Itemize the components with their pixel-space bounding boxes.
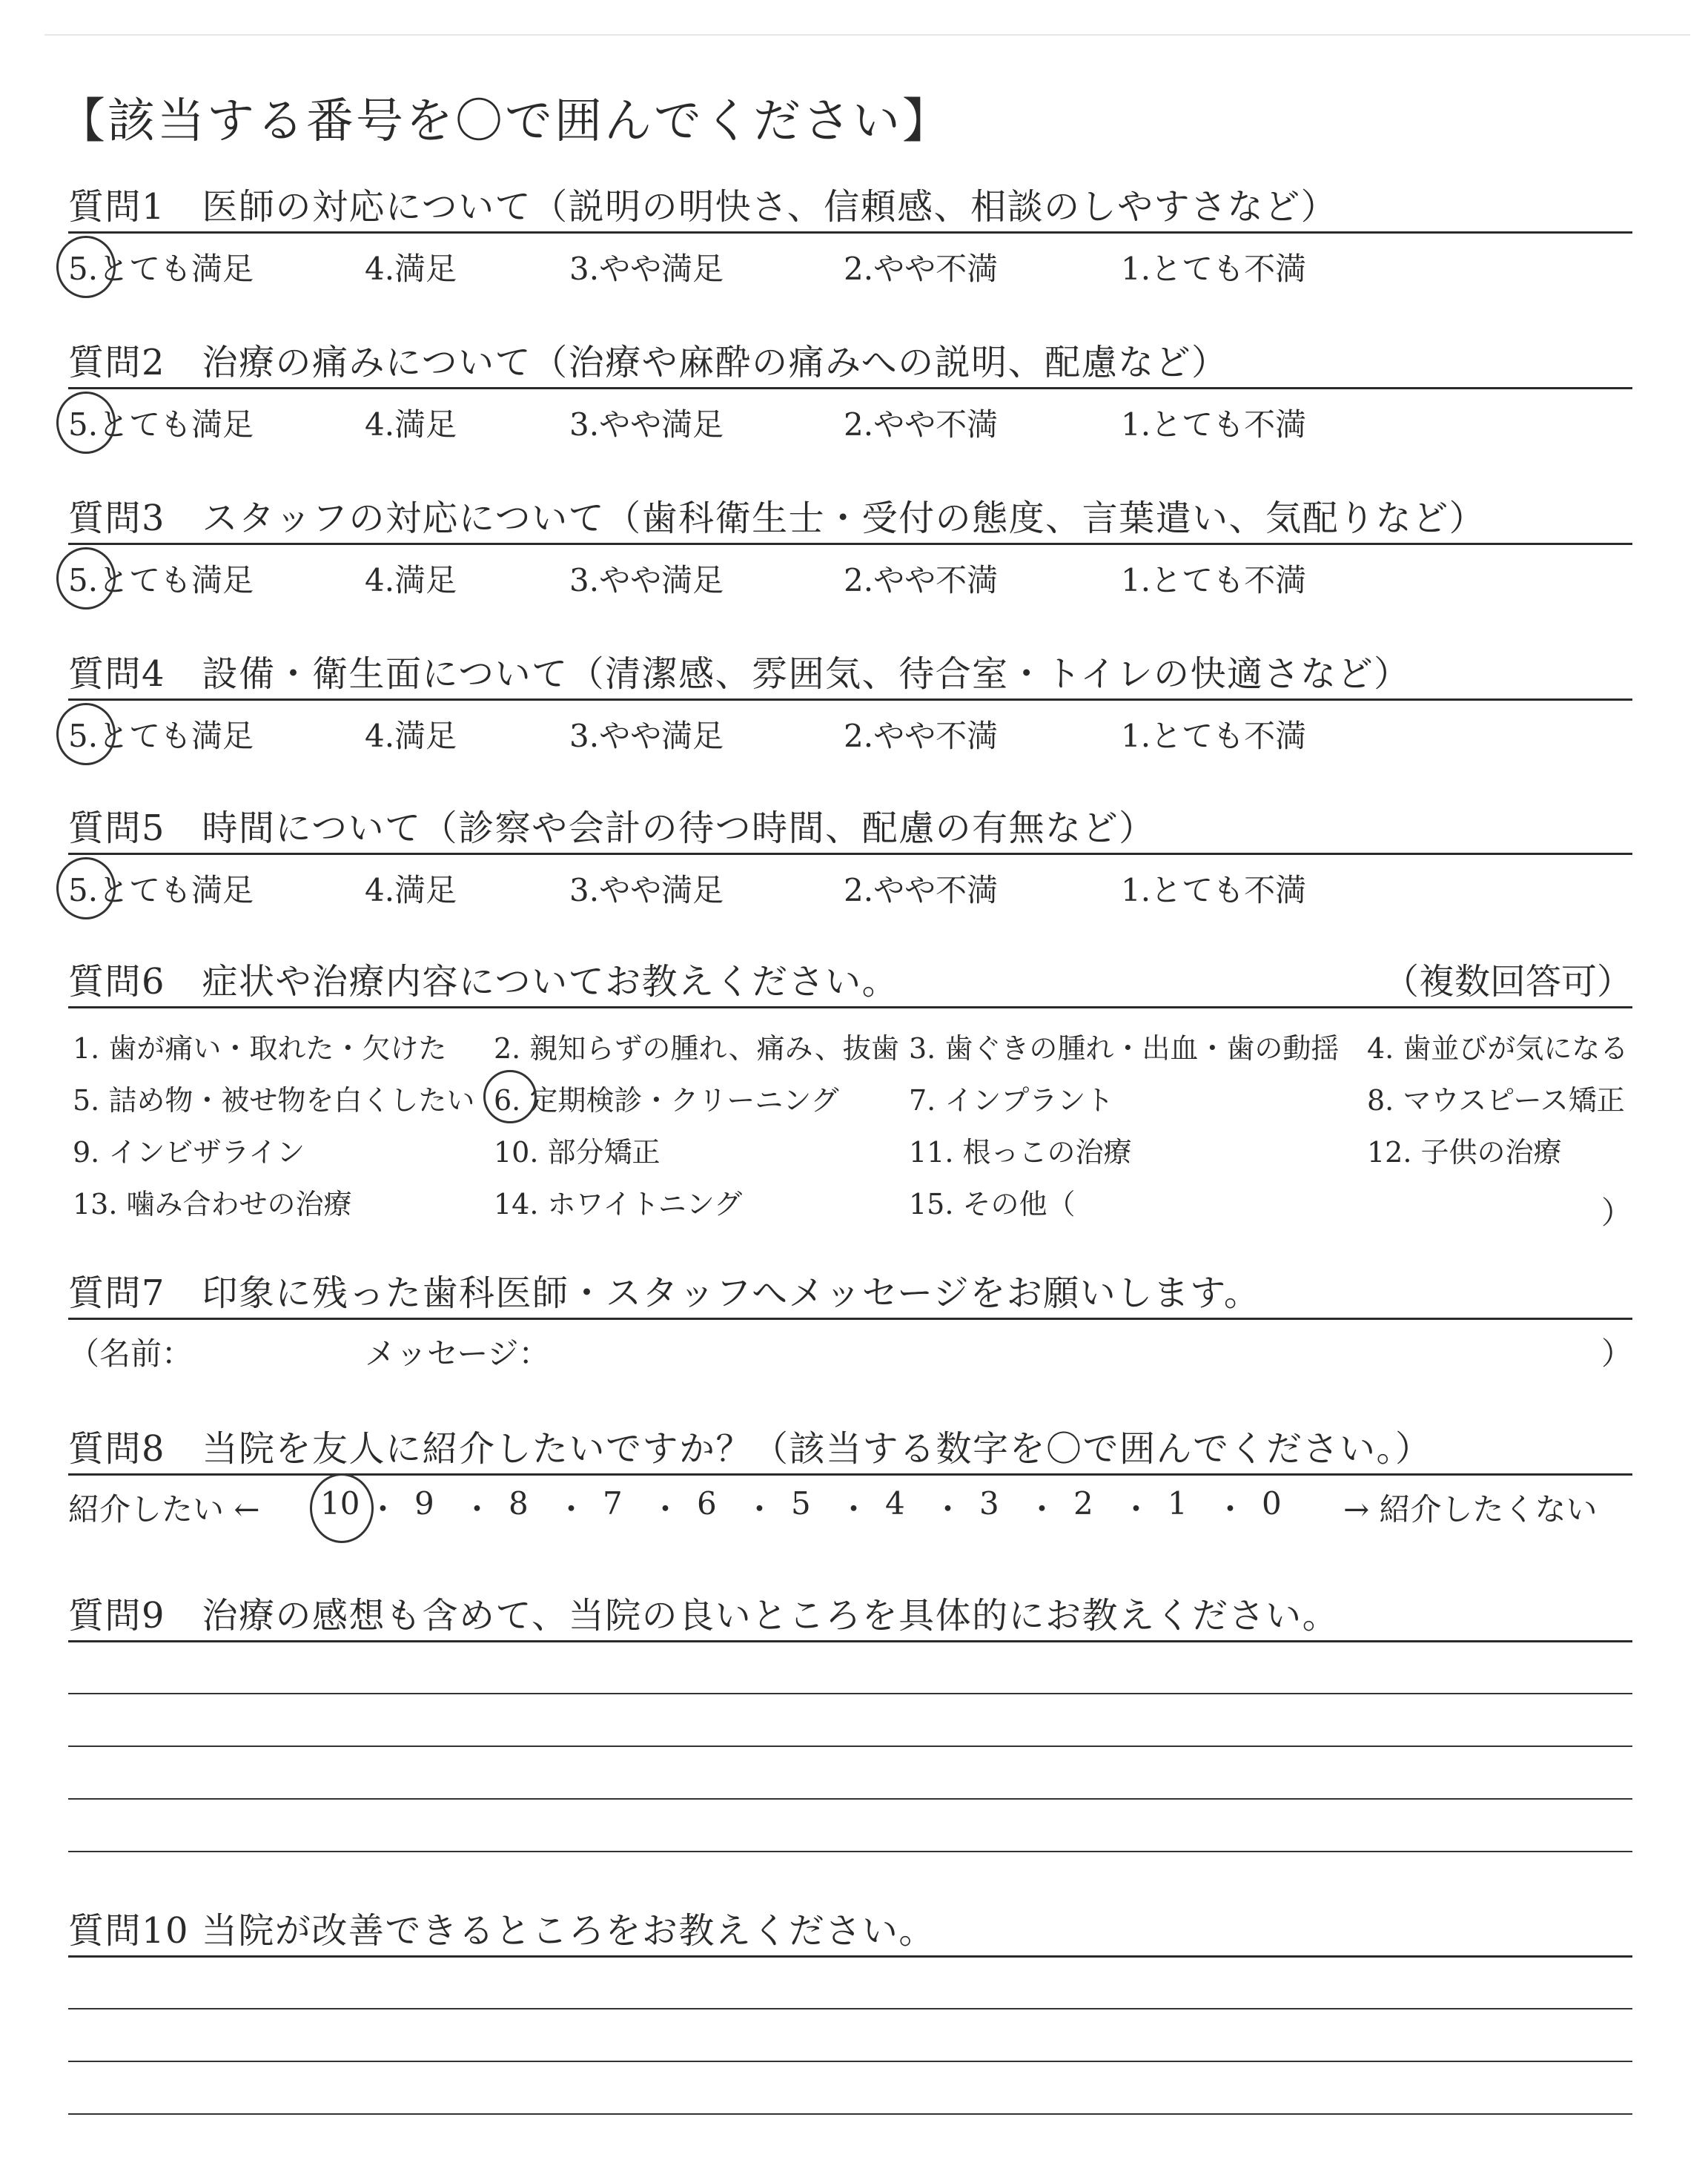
question-1 bbox=[68, 178, 1632, 334]
rating-option-number: 2. bbox=[844, 406, 874, 443]
rating-option[interactable] bbox=[1121, 245, 1306, 289]
rating-option-label: 満足 bbox=[394, 251, 457, 287]
scale-separator: ・ bbox=[1120, 1491, 1152, 1527]
top-border bbox=[44, 34, 1690, 36]
scale-separator: ・ bbox=[932, 1491, 964, 1527]
question-2 bbox=[68, 334, 1632, 489]
scale-number[interactable]: 9 bbox=[414, 1485, 434, 1522]
question-10 bbox=[68, 1902, 1632, 1961]
question-9-title: 質問9 治療の感想も含めて、当院の良いところを具体的にお教えください。 bbox=[68, 1595, 1340, 1636]
rating-option-number: 3. bbox=[569, 872, 600, 908]
question-2-rule bbox=[68, 387, 1632, 389]
selected-answer-circle bbox=[56, 392, 116, 454]
rating-option-label: とても満足 bbox=[98, 251, 254, 287]
rating-option-label: やや満足 bbox=[599, 872, 724, 908]
scale-number[interactable]: 0 bbox=[1262, 1485, 1282, 1522]
rating-option[interactable] bbox=[844, 866, 998, 911]
rating-option-number: 3. bbox=[569, 718, 600, 754]
symptom-option[interactable]: 12. 子供の治療 bbox=[1367, 1136, 1562, 1169]
question-7 bbox=[68, 1264, 1632, 1375]
question-8-rule bbox=[68, 1473, 1632, 1476]
question-2-title: 質問2 治療の痛みについて（治療や麻酔の痛みへの説明、配慮など） bbox=[68, 342, 1228, 383]
question-3 bbox=[68, 489, 1632, 645]
rating-option-number: 3. bbox=[569, 406, 600, 443]
symptom-option[interactable]: 10. 部分矯正 bbox=[494, 1136, 661, 1169]
scale-number[interactable]: 4 bbox=[885, 1485, 905, 1522]
symptom-option[interactable]: 11. 根っこの治療 bbox=[909, 1136, 1132, 1169]
rating-option[interactable] bbox=[1121, 866, 1306, 911]
rating-option-label: 満足 bbox=[394, 562, 457, 598]
rating-option-number: 2. bbox=[844, 562, 874, 598]
rating-option-label: やや満足 bbox=[599, 406, 724, 443]
scale-number[interactable]: 2 bbox=[1073, 1485, 1093, 1522]
answer-line[interactable] bbox=[68, 2113, 1632, 2115]
recommend-right-label: → 紹介したくない bbox=[1343, 1491, 1598, 1527]
scale-separator: ・ bbox=[744, 1491, 775, 1527]
rating-option-number: 5. bbox=[68, 251, 99, 287]
rating-option[interactable] bbox=[1121, 712, 1306, 756]
rating-option-number: 4. bbox=[365, 872, 395, 908]
rating-option-number: 4. bbox=[365, 718, 395, 754]
symptom-option[interactable]: 7. インプラント bbox=[909, 1084, 1114, 1117]
rating-option-number: 5. bbox=[68, 406, 99, 443]
scale-separator: ・ bbox=[461, 1491, 493, 1527]
rating-option-label: やや不満 bbox=[873, 872, 999, 908]
rating-option-label: とても満足 bbox=[98, 718, 254, 754]
rating-option-label: やや不満 bbox=[873, 406, 999, 443]
question-1-rule bbox=[68, 231, 1632, 234]
question-10-rule bbox=[68, 1955, 1632, 1958]
question-5 bbox=[68, 799, 1632, 955]
symptom-option[interactable]: 9. インビザライン bbox=[73, 1136, 305, 1169]
rating-option[interactable] bbox=[365, 712, 457, 756]
answer-line[interactable] bbox=[68, 2061, 1632, 2062]
question-1-title: 質問1 医師の対応について（説明の明快さ、信頼感、相談のしやすさなど） bbox=[68, 186, 1338, 228]
question-6 bbox=[68, 953, 1632, 1249]
rating-option-number: 2. bbox=[844, 251, 874, 287]
symptom-option[interactable]: 13. 噛み合わせの治療 bbox=[73, 1188, 352, 1221]
symptom-option[interactable]: 6. 定期検診・クリーニング bbox=[494, 1084, 839, 1117]
rating-option-label: とても不満 bbox=[1151, 251, 1307, 287]
rating-option-label: やや満足 bbox=[599, 718, 724, 754]
selected-answer-circle bbox=[56, 857, 116, 919]
rating-option-number: 1. bbox=[1121, 251, 1151, 287]
answer-line[interactable] bbox=[68, 1798, 1632, 1800]
question-3-title: 質問3 スタッフの対応について（歯科衛生士・受付の態度、言葉遣い、気配りなど） bbox=[68, 498, 1486, 539]
name-field-label[interactable]: （名前： bbox=[68, 1335, 193, 1372]
rating-option[interactable] bbox=[365, 556, 457, 601]
rating-option[interactable] bbox=[569, 245, 724, 289]
scale-number[interactable]: 10 bbox=[320, 1485, 360, 1522]
rating-option-label: やや満足 bbox=[599, 562, 724, 598]
symptom-option[interactable]: 3. 歯ぐきの腫れ・出血・歯の動揺 bbox=[909, 1032, 1340, 1065]
answer-line[interactable] bbox=[68, 1851, 1632, 1852]
rating-option[interactable] bbox=[365, 866, 457, 911]
rating-option[interactable] bbox=[1121, 400, 1306, 445]
scale-number[interactable]: 7 bbox=[603, 1485, 623, 1522]
scale-number[interactable]: 3 bbox=[979, 1485, 999, 1522]
rating-option-number: 4. bbox=[365, 562, 395, 598]
rating-option-number: 2. bbox=[844, 718, 874, 754]
message-field-label[interactable]: メッセージ： bbox=[365, 1335, 550, 1372]
symptom-option[interactable]: 1. 歯が痛い・取れた・欠けた bbox=[73, 1032, 447, 1065]
selected-answer-circle bbox=[56, 547, 116, 610]
scale-number[interactable]: 5 bbox=[791, 1485, 811, 1522]
question-5-title: 質問5 時間について（診察や会計の待つ時間、配慮の有無など） bbox=[68, 807, 1156, 849]
question-6-title: 質問6 症状や治療内容についてお教えください。 bbox=[68, 961, 899, 1003]
rating-option[interactable] bbox=[844, 245, 998, 289]
question-8-title: 質問8 当院を友人に紹介したいですか？（該当する数字を〇で囲んでください。） bbox=[68, 1428, 1432, 1470]
rating-option[interactable] bbox=[569, 556, 724, 601]
selected-answer-circle bbox=[56, 236, 116, 298]
scale-number[interactable]: 8 bbox=[509, 1485, 529, 1522]
rating-option[interactable] bbox=[569, 400, 724, 445]
rating-option-label: とても満足 bbox=[98, 562, 254, 598]
question-7-title: 質問7 印象に残った歯科医師・スタッフへメッセージをお願いします。 bbox=[68, 1272, 1261, 1314]
rating-option-label: やや不満 bbox=[873, 718, 999, 754]
question-6-rule bbox=[68, 1006, 1632, 1008]
scale-separator: ・ bbox=[367, 1491, 399, 1527]
question-10-title: 質問10 当院が改善できるところをお教えください。 bbox=[68, 1910, 936, 1952]
selected-answer-circle bbox=[483, 1070, 537, 1123]
rating-option-number: 5. bbox=[68, 718, 99, 754]
scale-separator: ・ bbox=[838, 1491, 870, 1527]
rating-option-number: 1. bbox=[1121, 718, 1151, 754]
rating-option-label: とても満足 bbox=[98, 406, 254, 443]
scale-number[interactable]: 6 bbox=[697, 1485, 717, 1522]
question-3-rule bbox=[68, 543, 1632, 545]
form-instruction-title: 【該当する番号を〇で囲んでください】 bbox=[58, 94, 952, 149]
rating-option-label: とても不満 bbox=[1151, 718, 1307, 754]
scale-separator: ・ bbox=[649, 1491, 681, 1527]
rating-option[interactable] bbox=[365, 245, 457, 289]
rating-option-label: やや不満 bbox=[873, 251, 999, 287]
selected-answer-circle bbox=[310, 1473, 374, 1543]
rating-option-label: とても満足 bbox=[98, 872, 254, 908]
question-5-rule bbox=[68, 853, 1632, 855]
symptom-option[interactable]: 5. 詰め物・被せ物を白くしたい bbox=[73, 1084, 475, 1117]
rating-option[interactable] bbox=[844, 400, 998, 445]
rating-option[interactable] bbox=[844, 556, 998, 601]
rating-option-number: 4. bbox=[365, 251, 395, 287]
recommend-left-label: 紹介したい ← bbox=[68, 1491, 260, 1527]
selected-answer-circle bbox=[56, 703, 116, 765]
rating-option-number: 1. bbox=[1121, 406, 1151, 443]
rating-option-number: 5. bbox=[68, 562, 99, 598]
rating-option-label: 満足 bbox=[394, 872, 457, 908]
answer-line[interactable] bbox=[68, 2008, 1632, 2009]
rating-option-label: 満足 bbox=[394, 718, 457, 754]
question-4-title: 質問4 設備・衛生面について（清潔感、雰囲気、待合室・トイレの快適さなど） bbox=[68, 653, 1411, 695]
scale-separator: ・ bbox=[1214, 1491, 1246, 1527]
rating-option-number: 3. bbox=[569, 562, 600, 598]
rating-option[interactable] bbox=[365, 400, 457, 445]
rating-option[interactable] bbox=[569, 712, 724, 756]
symptom-option[interactable]: 15. その他（ bbox=[909, 1188, 1076, 1221]
rating-option-label: やや満足 bbox=[599, 251, 724, 287]
answer-line[interactable] bbox=[68, 1745, 1632, 1747]
scale-separator: ・ bbox=[555, 1491, 587, 1527]
question-4 bbox=[68, 645, 1632, 801]
question-7-rule bbox=[68, 1318, 1632, 1320]
symptom-option[interactable]: 2. 親知らずの腫れ、痛み、抜歯 bbox=[494, 1032, 899, 1065]
rating-option-number: 5. bbox=[68, 872, 99, 908]
rating-option-label: とても不満 bbox=[1151, 562, 1307, 598]
rating-option[interactable] bbox=[1121, 556, 1306, 601]
rating-option-number: 1. bbox=[1121, 562, 1151, 598]
rating-option-number: 3. bbox=[569, 251, 600, 287]
question-4-rule bbox=[68, 698, 1632, 701]
rating-option-label: 満足 bbox=[394, 406, 457, 443]
question-8 bbox=[68, 1420, 1632, 1546]
rating-option-label: やや不満 bbox=[873, 562, 999, 598]
multiple-answer-note: （複数回答可） bbox=[1383, 961, 1632, 1003]
symptom-option[interactable]: 14. ホワイトニング bbox=[494, 1188, 743, 1221]
symptom-option[interactable]: 4. 歯並びが気になる bbox=[1367, 1032, 1629, 1065]
scale-number[interactable]: 1 bbox=[1168, 1485, 1188, 1522]
other-close-paren: ） bbox=[1601, 1195, 1633, 1231]
rating-option-number: 1. bbox=[1121, 872, 1151, 908]
rating-option-label: とても不満 bbox=[1151, 872, 1307, 908]
question-9 bbox=[68, 1587, 1632, 1646]
symptom-option[interactable]: 8. マウスピース矯正 bbox=[1367, 1084, 1625, 1117]
rating-option-number: 2. bbox=[844, 872, 874, 908]
rating-option[interactable] bbox=[844, 712, 998, 756]
question-9-rule bbox=[68, 1640, 1632, 1642]
answer-line[interactable] bbox=[68, 1693, 1632, 1694]
rating-option[interactable] bbox=[569, 866, 724, 911]
scale-separator: ・ bbox=[1026, 1491, 1058, 1527]
message-close-paren: ） bbox=[1601, 1335, 1633, 1372]
rating-option-label: とても不満 bbox=[1151, 406, 1307, 443]
rating-option-number: 4. bbox=[365, 406, 395, 443]
